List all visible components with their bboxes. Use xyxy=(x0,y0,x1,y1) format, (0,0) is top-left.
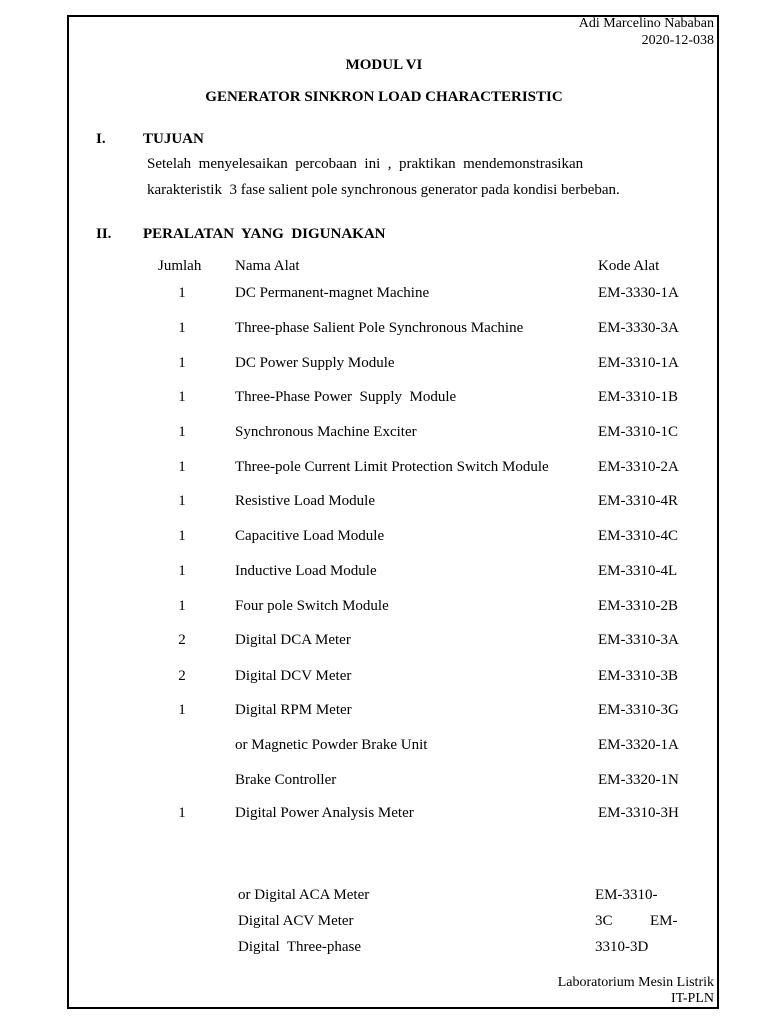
equipment-qty: 2 xyxy=(178,668,186,684)
equipment-code: EM-3310-4R xyxy=(598,493,678,509)
extra-code-2: 3C EM- xyxy=(595,913,678,929)
equipment-name: Digital DCV Meter xyxy=(235,668,352,684)
equipment-qty: 1 xyxy=(178,563,186,579)
equipment-name: Four pole Switch Module xyxy=(235,598,389,614)
column-header-qty: Jumlah xyxy=(158,258,202,274)
equipment-qty: 2 xyxy=(178,632,186,648)
footer-org: IT-PLN xyxy=(670,991,714,1006)
column-header-code: Kode Alat xyxy=(598,258,660,274)
author-name: Adi Marcelino Nababan xyxy=(578,16,714,31)
extra-name-1: or Digital ACA Meter xyxy=(238,887,370,903)
equipment-name: Digital Power Analysis Meter xyxy=(235,805,414,821)
column-header-name: Nama Alat xyxy=(235,258,300,274)
equipment-name: Inductive Load Module xyxy=(235,563,377,579)
equipment-code: EM-3310-4L xyxy=(598,563,678,579)
section2-heading: PERALATAN YANG DIGUNAKAN xyxy=(143,226,386,242)
equipment-code: EM-3330-1A xyxy=(598,285,679,301)
equipment-qty: 1 xyxy=(178,459,186,475)
equipment-qty: 1 xyxy=(178,355,186,371)
equipment-code: EM-3310-1A xyxy=(598,355,679,371)
equipment-name: Brake Controller xyxy=(235,772,337,788)
section1-line1: Setelah menyelesaikan percobaan ini , praktikan mendemonstrasikan xyxy=(147,156,584,172)
module-title: MODUL VI xyxy=(345,57,423,73)
footer-lab: Laboratorium Mesin Listrik xyxy=(557,975,714,990)
equipment-code: EM-3310-4C xyxy=(598,528,678,544)
equipment-qty: 1 xyxy=(178,528,186,544)
equipment-code: EM-3310-3A xyxy=(598,632,679,648)
equipment-code: EM-3310-1C xyxy=(598,424,678,440)
equipment-code: EM-3310-2A xyxy=(598,459,679,475)
equipment-code: EM-3320-1A xyxy=(598,737,679,753)
equipment-name: or Magnetic Powder Brake Unit xyxy=(235,737,428,753)
equipment-code: EM-3310-1B xyxy=(598,389,678,405)
extra-code-1: EM-3310- xyxy=(595,887,658,903)
section1-line2: karakteristik 3 fase salient pole synchronous generator pada kondisi berbeban. xyxy=(147,182,620,198)
equipment-code: EM-3330-3A xyxy=(598,320,679,336)
equipment-qty: 1 xyxy=(178,493,186,509)
section1-number: I. xyxy=(96,131,106,147)
equipment-name: Synchronous Machine Exciter xyxy=(235,424,417,440)
equipment-name: Capacitive Load Module xyxy=(235,528,385,544)
equipment-code: EM-3310-3B xyxy=(598,668,678,684)
equipment-qty: 1 xyxy=(178,285,186,301)
equipment-qty: 1 xyxy=(178,805,186,821)
student-id: 2020-12-038 xyxy=(641,33,714,48)
equipment-qty: 1 xyxy=(178,320,186,336)
extra-code-3: 3310-3D xyxy=(595,939,649,955)
equipment-qty: 1 xyxy=(178,424,186,440)
section2-number: II. xyxy=(96,226,112,242)
equipment-qty: 1 xyxy=(178,702,186,718)
extra-name-2: Digital ACV Meter xyxy=(238,913,354,929)
subject-title: GENERATOR SINKRON LOAD CHARACTERISTIC xyxy=(205,89,563,105)
equipment-name: DC Permanent-magnet Machine xyxy=(235,285,430,301)
equipment-qty: 1 xyxy=(178,598,186,614)
equipment-name: Digital RPM Meter xyxy=(235,702,352,718)
equipment-name: DC Power Supply Module xyxy=(235,355,395,371)
section1-heading: TUJUAN xyxy=(143,131,204,147)
equipment-name: Resistive Load Module xyxy=(235,493,375,509)
equipment-name: Digital DCA Meter xyxy=(235,632,351,648)
equipment-name: Three-pole Current Limit Protection Switch Module xyxy=(235,459,549,475)
equipment-code: EM-3320-1N xyxy=(598,772,679,788)
equipment-name: Three-Phase Power Supply Module xyxy=(235,389,457,405)
equipment-code: EM-3310-3G xyxy=(598,702,679,718)
equipment-name: Three-phase Salient Pole Synchronous Machine xyxy=(235,320,524,336)
equipment-qty: 1 xyxy=(178,389,186,405)
equipment-code: EM-3310-3H xyxy=(598,805,679,821)
equipment-code: EM-3310-2B xyxy=(598,598,678,614)
extra-name-3: Digital Three-phase xyxy=(238,939,362,955)
